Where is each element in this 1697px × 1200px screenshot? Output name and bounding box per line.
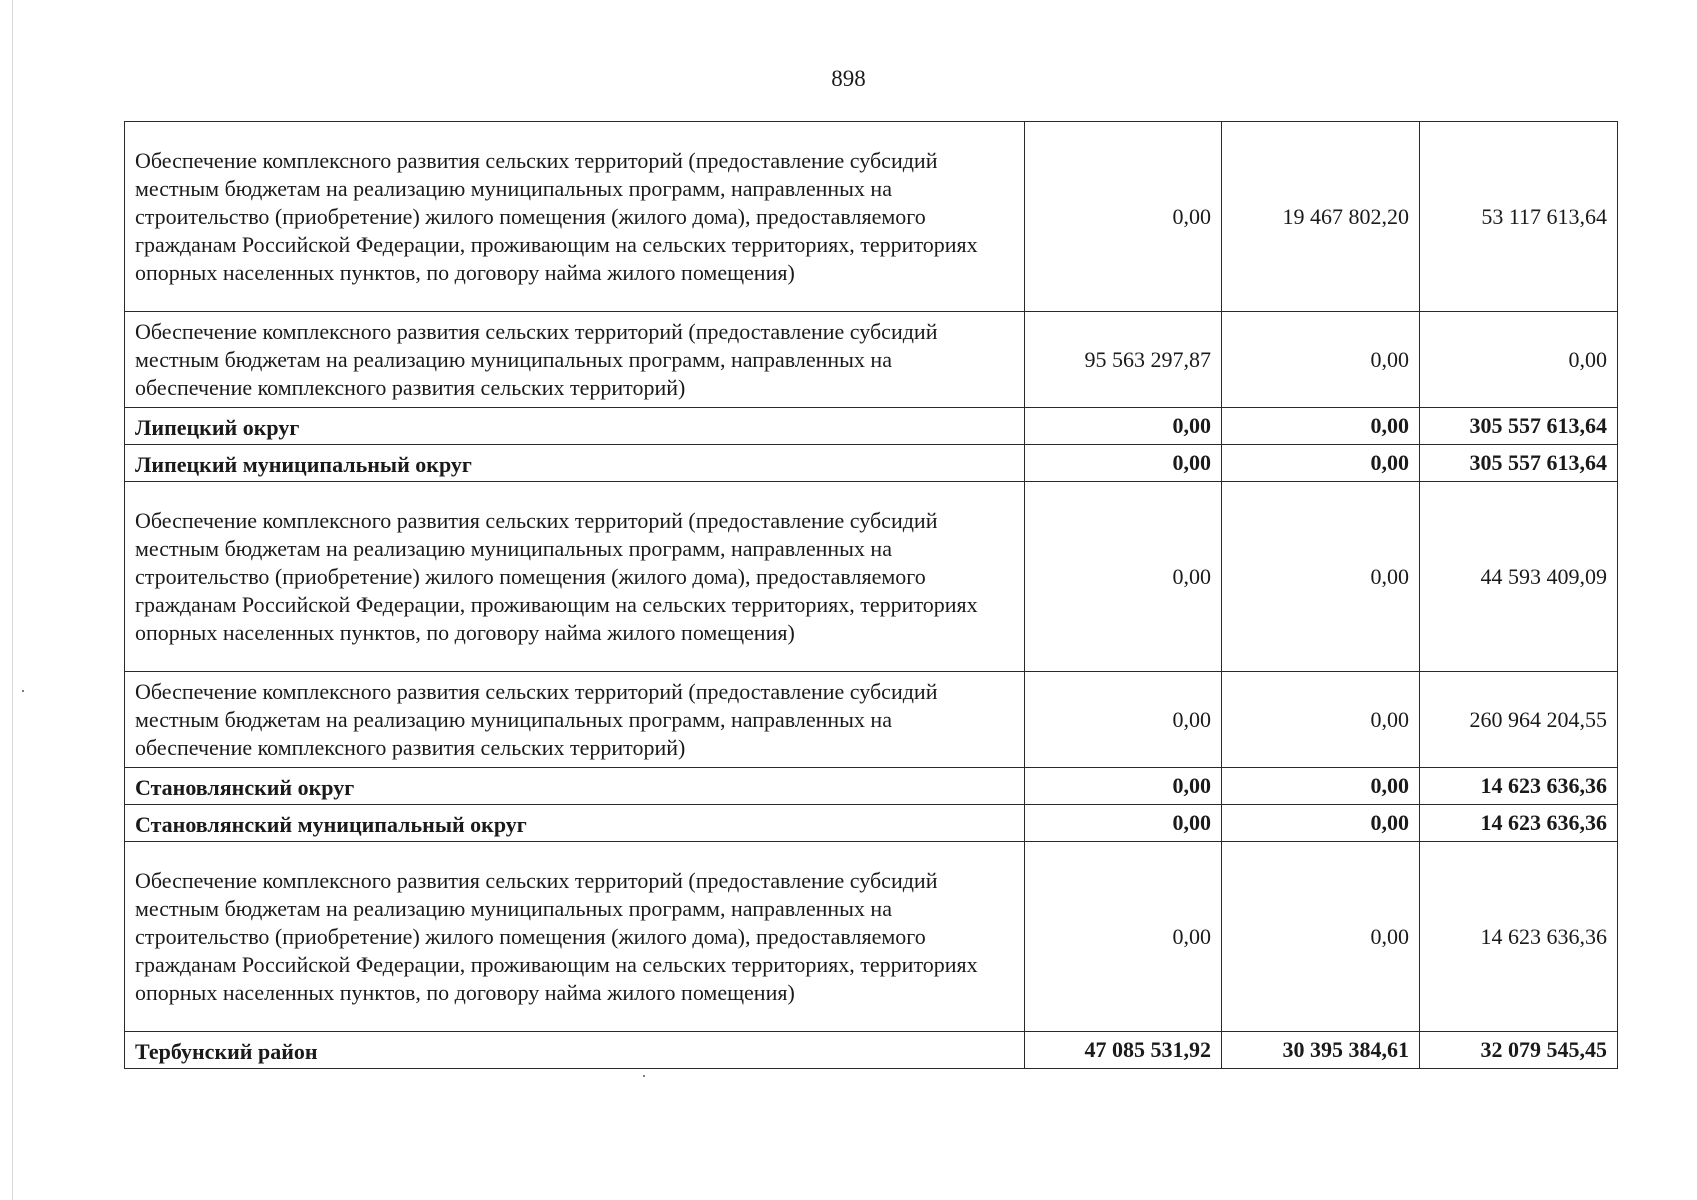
row-value-3: 32 079 545,45: [1420, 1032, 1618, 1069]
row-value-3: 305 557 613,64: [1420, 445, 1618, 482]
table-row: [125, 842, 1618, 1032]
row-value-1: 0,00: [1025, 482, 1222, 672]
row-name: Обеспечение комплексного развития сельских территорий (предоставление субсидий местным бюджетам на реализацию муниципальных программ, направленных на строительство (приобретение) жилого помещения (жилого дома), предоставляемого гражданам Российской Федерации, проживающим на сельских территориях, территориях опорных населенных пунктов, по договору найма жилого помещения): [125, 482, 1025, 672]
row-value-3: 14 623 636,36: [1420, 768, 1618, 805]
row-value-2: 0,00: [1222, 408, 1420, 445]
scan-speck: [643, 1075, 645, 1077]
table-row-total: [125, 408, 1618, 445]
row-value-3: 260 964 204,55: [1420, 672, 1618, 768]
page-number: 898: [831, 66, 866, 91]
row-value-2: 0,00: [1222, 482, 1420, 672]
row-name: Липецкий округ: [125, 408, 1025, 445]
row-value-1: 0,00: [1025, 842, 1222, 1032]
table-row-total: [125, 445, 1618, 482]
row-value-1: 0,00: [1025, 445, 1222, 482]
row-value-1: 95 563 297,87: [1025, 312, 1222, 408]
table-row: [125, 312, 1618, 408]
row-value-2: 0,00: [1222, 768, 1420, 805]
row-value-2: 0,00: [1222, 805, 1420, 842]
row-value-3: 14 623 636,36: [1420, 842, 1618, 1032]
row-value-1: 0,00: [1025, 122, 1222, 312]
row-name: Обеспечение комплексного развития сельских территорий (предоставление субсидий местным бюджетам на реализацию муниципальных программ, направленных на обеспечение комплексного развития сельских территорий): [125, 672, 1025, 768]
table-row: [125, 672, 1618, 768]
row-name: Становлянский муниципальный округ: [125, 805, 1025, 842]
row-value-1: 47 085 531,92: [1025, 1032, 1222, 1069]
row-value-2: 0,00: [1222, 312, 1420, 408]
row-value-3: 0,00: [1420, 312, 1618, 408]
row-value-2: 0,00: [1222, 842, 1420, 1032]
row-value-2: 19 467 802,20: [1222, 122, 1420, 312]
row-value-1: 0,00: [1025, 768, 1222, 805]
table-row: [125, 482, 1618, 672]
row-name: Становлянский округ: [125, 768, 1025, 805]
table-row-total: [125, 768, 1618, 805]
row-value-3: 53 117 613,64: [1420, 122, 1618, 312]
row-value-3: 305 557 613,64: [1420, 408, 1618, 445]
row-name: Обеспечение комплексного развития сельских территорий (предоставление субсидий местным бюджетам на реализацию муниципальных программ, направленных на строительство (приобретение) жилого помещения (жилого дома), предоставляемого гражданам Российской Федерации, проживающим на сельских территориях, территориях опорных населенных пунктов, по договору найма жилого помещения): [125, 842, 1025, 1032]
row-value-1: 0,00: [1025, 672, 1222, 768]
row-value-1: 0,00: [1025, 408, 1222, 445]
row-value-1: 0,00: [1025, 805, 1222, 842]
row-name: Обеспечение комплексного развития сельских территорий (предоставление субсидий местным бюджетам на реализацию муниципальных программ, направленных на строительство (приобретение) жилого помещения (жилого дома), предоставляемого гражданам Российской Федерации, проживающим на сельских территориях, территориях опорных населенных пунктов, по договору найма жилого помещения): [125, 122, 1025, 312]
row-name: Обеспечение комплексного развития сельских территорий (предоставление субсидий местным бюджетам на реализацию муниципальных программ, направленных на обеспечение комплексного развития сельских территорий): [125, 312, 1025, 408]
budget-table: [124, 121, 1618, 1069]
row-name: Тербунский район: [125, 1032, 1025, 1069]
row-value-3: 44 593 409,09: [1420, 482, 1618, 672]
row-value-2: 0,00: [1222, 445, 1420, 482]
row-value-2: 0,00: [1222, 672, 1420, 768]
table-row-total: [125, 805, 1618, 842]
table-row: [125, 122, 1618, 312]
scan-speck: [22, 690, 24, 692]
page-edge-line: [12, 0, 13, 1200]
row-value-3: 14 623 636,36: [1420, 805, 1618, 842]
row-value-2: 30 395 384,61: [1222, 1032, 1420, 1069]
row-name: Липецкий муниципальный округ: [125, 445, 1025, 482]
table-row-total: [125, 1032, 1618, 1069]
